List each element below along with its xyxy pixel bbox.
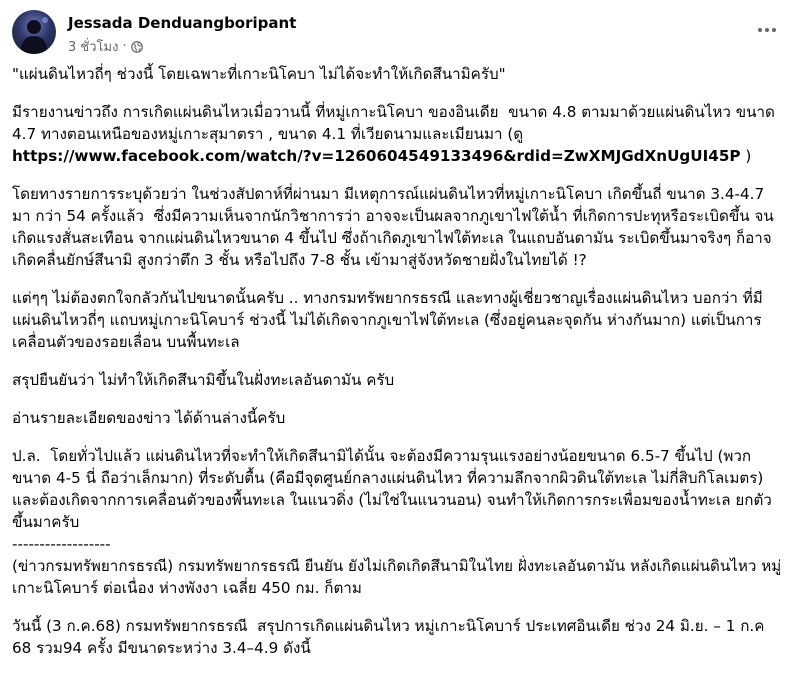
post-paragraph: สรุปยืนยันว่า ไม่ทำให้เกิดสึนามิขึ้นในฝั่งทะเลอันดามัน ครับ: [12, 371, 395, 389]
post-body: [12, 63, 787, 675]
more-options-button[interactable]: [752, 18, 782, 42]
text-divider: ------------------: [12, 535, 111, 553]
author-avatar[interactable]: [12, 10, 56, 54]
video-link[interactable]: https://www.facebook.com/watch/?v=1260604549133496&rdid=ZwXMJGdXnUgUI45P: [12, 147, 741, 165]
paragraph-text: มีรายงานข่าวถึง การเกิดแผ่นดินไหวเมื่อวานนี้ ที่หมู่เกาะนิโคบา ของอินเดีย ขนาด 4.8 ตามมาด้วยแผ่นดินไหว ขนาด 4.7 ทางตอนเหนือของหมู่เกาะสุมาตรา , ขนาด 4.1 ที่เวียดนามและเมียนมา (ดู: [12, 103, 780, 143]
post-timestamp[interactable]: 3 ชั่วโมง: [68, 40, 119, 55]
post-paragraph: โดยทางรายการระบุด้วยว่า ในช่วงสัปดาห์ที่ผ่านมา มีเหตุการณ์แผ่นดินไหวที่หมู่เกาะนิโคบา เกิดขึ้นถี่ ขนาด 3.4-4.7 มา กว่า 54 ครั้งแล้ว ซึ่งมีความเห็นจากนักวิชาการว่า อาจจะเป็นผลจากภูเขาไฟใต้น้ำ ที่เกิดการปะทุหรือระเบิดขึ้น จนเกิดแรงสั่นสะเทือน จากแผ่นดินไหวขนาด 4 ขึ้นไป ซึ่งถ้าเกิดภูเขาไฟใต้ทะเล ในแถบอันดามัน ระเบิดขึ้นมาจริงๆ ก็อาจเกิดคลื่นยักษ์สึนามิ สูงกว่าตึก 3 ชั้น หรือไปถึง 7-8 ชั้น เข้ามาสู่จังหวัดชายฝั่งในไทยได้ !?: [12, 185, 774, 269]
post-paragraph: แต่ๆๆ ไม่ต้องตกใจกลัวกันไปขนาดนั้นครับ .. ทางกรมทรัพยากรธรณี และทางผู้เชี่ยวชาญเรื่องแผ่นดินไหว บอกว่า ที่มีแผ่นดินไหวถี่ๆ แถบหมู่เกาะนิโคบาร์ ช่วงนี้ ไม่ได้เกิดจากภูเขาไฟใต้ทะเล (ซึ่งอยู่คนละจุดกัน ห่างกันมาก) แต่เป็นการเคลื่อนตัวของรอยเลื่อน บนพื้นทะเล: [12, 289, 763, 351]
meta-separator: ·: [122, 39, 127, 54]
more-options-dot: [765, 28, 769, 32]
post-paragraph: [12, 101, 787, 167]
avatar-silhouette-icon: [12, 10, 56, 54]
post-header: [12, 8, 788, 58]
post-meta: [68, 36, 143, 57]
post-paragraph: (ข่าวกรมทรัพยากรธรณี) กรมทรัพยากรธรณี ยืนยัน ยังไม่เกิดเกิดสึนามิในไทย ฝั่งทะเลอันดามัน หลังเกิดแผ่นดินไหว หมู่เกาะนิโคบาร์ ต่อเนื่อง ห่างพังงา เฉลี่ย 450 กม. ก็ตาม: [12, 557, 782, 597]
post-paragraph: วันนี้ (3 ก.ค.68) กรมทรัพยากรธรณี สรุปการเกิดแผ่นดินไหว หมู่เกาะนิโคบาร์ ประเทศอินเดีย ช่วง 24 มิ.ย. – 1 ก.ค 68 รวม94 ครั้ง มีขนาดระหว่าง 3.4–4.9 ดังนี้: [12, 617, 770, 657]
post-paragraph: อ่านรายละเอียดของข่าว ได้ด้านล่างนี้ครับ: [12, 409, 286, 427]
more-options-dot: [772, 28, 776, 32]
post-paragraph: "แผ่นดินไหวถี่ๆ ช่วงนี้ โดยเฉพาะที่เกาะนิโคบา ไม่ได้จะทำให้เกิดสึนามิครับ": [12, 65, 506, 83]
paragraph-text: ): [740, 147, 752, 165]
more-options-dot: [758, 28, 762, 32]
author-name[interactable]: Jessada Denduangboripant: [68, 14, 297, 32]
globe-icon: [131, 41, 143, 53]
post-paragraph: ป.ล. โดยทั่วไปแล้ว แผ่นดินไหวที่จะทำให้เกิดสึนามิได้นั้น จะต้องมีความรุนแรงอย่างน้อยขนาด 6.5-7 ขึ้นไป (พวกขนาด 4-5 นี่ ถือว่าเล็กมาก) ที่ระดับตื้น (คือมีจุดศูนย์กลางแผ่นดินไหว ที่ความลึกจากผิวดินใต้ทะเล ไม่กี่สิบกิโลเมตร) และต้องเกิดจากการเคลื่อนตัวของพื้นทะเล ในแนวดิ่ง (ไม่ใช่ในแนวนอน) จนทำให้เกิดการกระเพื่อมของน้ำทะเล ยกตัวขึ้นมาครับ: [12, 447, 772, 531]
